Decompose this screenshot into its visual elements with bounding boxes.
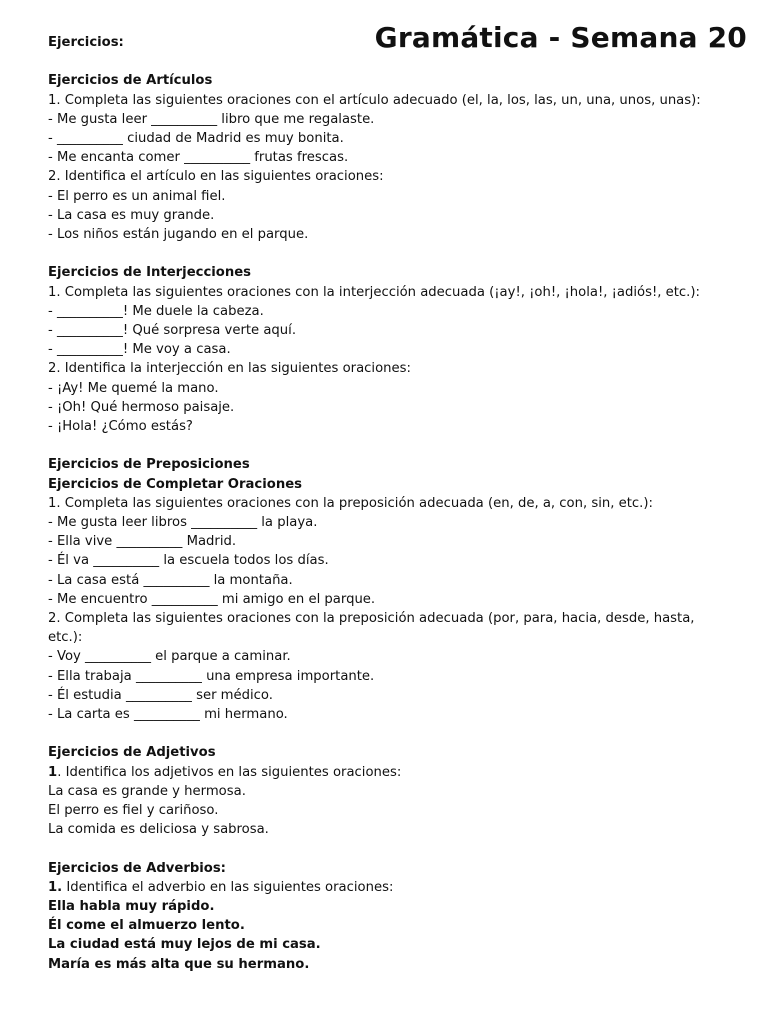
exercise-line: La ciudad está muy lejos de mi casa.	[48, 937, 321, 953]
section-adverbios	[48, 859, 728, 974]
exercise-line: 1. Completa las siguientes oraciones con la interjección adecuada (¡ay!, ¡oh!, ¡hola!, ¡adiós!, etc.):	[48, 284, 700, 300]
section-subheading: Ejercicios de Completar Oraciones	[48, 476, 303, 492]
exercise-line: - ¡Oh! Qué hermoso paisaje.	[48, 399, 235, 415]
exercise-line: - La carta es __________ mi hermano.	[48, 707, 288, 723]
exercise-line: - __________ ciudad de Madrid es muy bonita.	[48, 131, 344, 146]
exercise-line: 1. Completa las siguientes oraciones con la preposición adecuada (en, de, a, con, sin, etc.):	[48, 495, 653, 511]
instruction-line	[48, 763, 728, 782]
exercise-number: 1.	[48, 879, 63, 895]
spacer	[48, 52, 728, 71]
section-heading: Ejercicios de Preposiciones	[48, 457, 250, 473]
exercise-line: - La casa es muy grande.	[48, 207, 215, 223]
exercise-line: - Los niños están jugando en el parque.	[48, 227, 309, 243]
spacer	[48, 724, 728, 743]
exercise-line: - Ella vive __________ Madrid.	[48, 534, 237, 550]
exercise-line: - Me gusta leer __________ libro que me regalaste.	[48, 111, 375, 127]
section-heading: Ejercicios de Interjecciones	[48, 265, 252, 281]
intro-label: Ejercicios:	[48, 35, 124, 50]
exercise-line: Él come el almuerzo lento.	[48, 918, 245, 934]
section-interjecciones	[48, 263, 728, 436]
exercise-line: - __________! Me voy a casa.	[48, 342, 231, 358]
section-heading: Ejercicios de Adjetivos	[48, 745, 216, 761]
exercise-line: - __________! Qué sorpresa verte aquí.	[48, 323, 297, 339]
exercise-line: - Él estudia __________ ser médico.	[48, 687, 273, 703]
section-heading: Ejercicios de Adverbios:	[48, 860, 226, 876]
exercise-line: - Me encanta comer __________ frutas frescas.	[48, 150, 349, 166]
exercise-line: - La casa está __________ la montaña.	[48, 572, 293, 588]
exercise-line: 2. Identifica el artículo en las siguientes oraciones:	[48, 169, 384, 185]
exercise-number: 1	[48, 764, 58, 780]
exercise-line: El perro es fiel y cariñoso.	[48, 803, 219, 819]
section-adjetivos	[48, 743, 728, 839]
spacer	[48, 244, 728, 263]
exercise-line: - ¡Ay! Me quemé la mano.	[48, 380, 219, 396]
section-heading: Ejercicios de Artículos	[48, 73, 213, 89]
instruction-text: . Identifica los adjetivos en las siguientes oraciones:	[57, 764, 402, 780]
instruction-line	[48, 878, 728, 897]
exercise-line: - Él va __________ la escuela todos los días.	[48, 553, 329, 569]
exercise-line: La casa es grande y hermosa.	[48, 783, 246, 799]
exercise-line: Ella habla muy rápido.	[48, 899, 215, 915]
spacer	[48, 436, 728, 455]
exercise-line: - El perro es un animal fiel.	[48, 188, 226, 204]
exercise-line: - __________! Me duele la cabeza.	[48, 303, 264, 319]
exercise-line: - Me encuentro __________ mi amigo en el parque.	[48, 591, 376, 607]
exercise-line: - Ella trabaja __________ una empresa importante.	[48, 668, 375, 684]
exercise-line: 1. Completa las siguientes oraciones con el artículo adecuado (el, la, los, las, un, una, unos, unas):	[48, 92, 701, 108]
exercise-line: María es más alta que su hermano.	[48, 956, 310, 972]
section-preposiciones	[48, 455, 728, 724]
instruction-text: Identifica el adverbio en las siguientes oraciones:	[62, 879, 394, 895]
exercise-line: - ¡Hola! ¿Cómo estás?	[48, 419, 193, 435]
exercise-line-wrapped: 2. Completa las siguientes oraciones con la preposición adecuada (por, para, hacia, desde, hasta, etc.):	[48, 611, 695, 646]
page-title: Gramática - Semana 20	[374, 21, 747, 54]
worksheet-content	[48, 33, 728, 974]
exercise-line: - Voy __________ el parque a caminar.	[48, 649, 291, 665]
exercise-line: 2. Identifica la interjección en las siguientes oraciones:	[48, 361, 411, 377]
exercise-line: - Me gusta leer libros __________ la playa.	[48, 515, 318, 531]
spacer	[48, 839, 728, 858]
exercise-line: La comida es deliciosa y sabrosa.	[48, 822, 269, 838]
section-articulos	[48, 71, 728, 244]
